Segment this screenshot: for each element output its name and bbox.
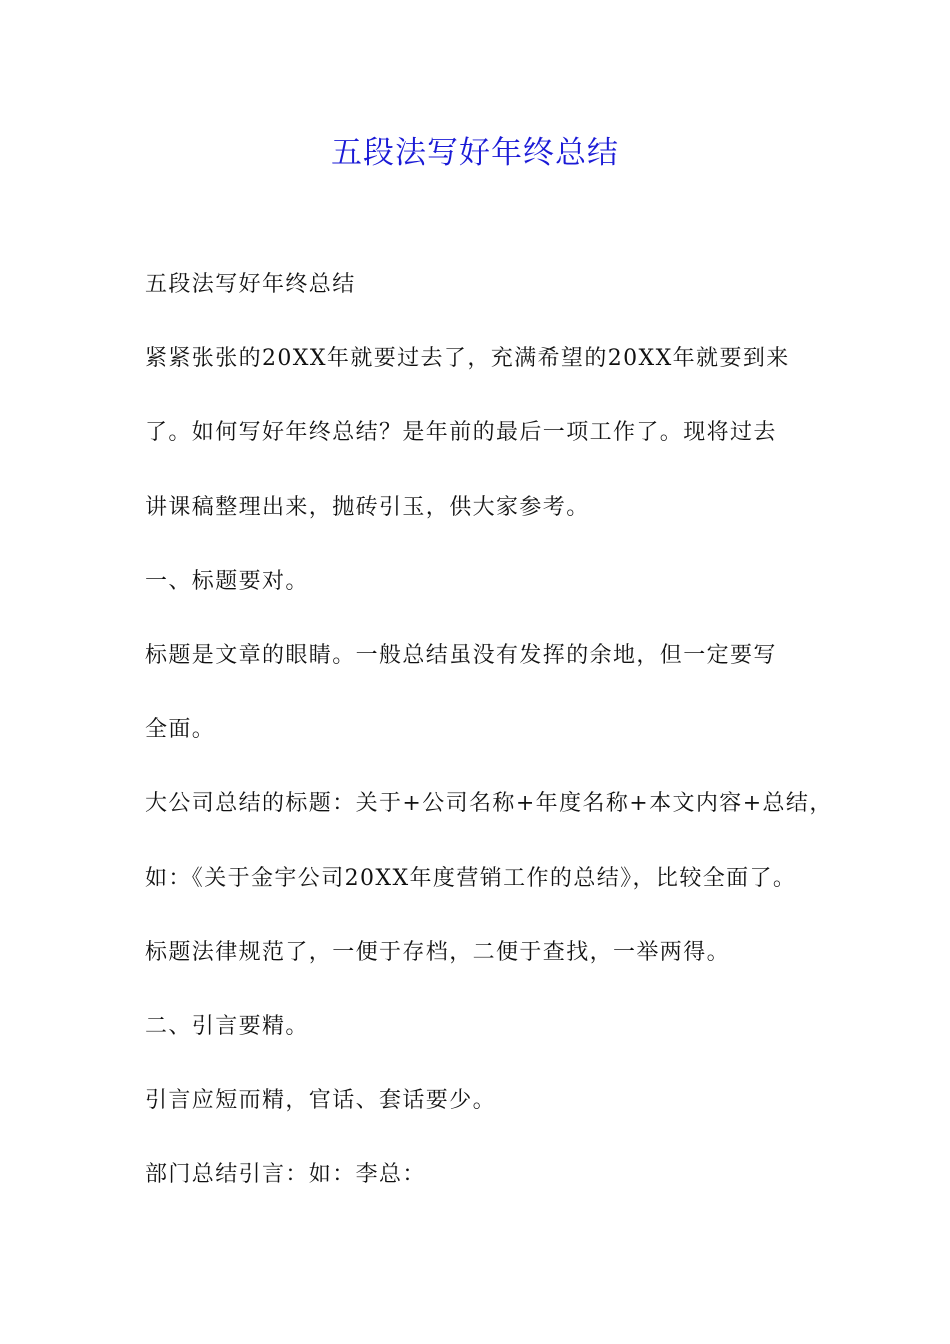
body-line: 标题法律规范了，一便于存档，二便于查找，一举两得。: [145, 939, 731, 965]
document-title: 五段法写好年终总结: [331, 135, 619, 171]
section-heading: 一、标题要对。: [145, 568, 309, 594]
body-line: 讲课稿整理出来，抛砖引玉，供大家参考。: [145, 494, 590, 520]
body-line: 大公司总结的标题：关于+公司名称+年度名称+本文内容+总结，: [145, 791, 833, 817]
body-line: 引言应短而精，官话、套话要少。: [145, 1088, 497, 1114]
body-line: 部门总结引言：如：李总：: [145, 1162, 426, 1188]
body-line: 如：《关于金宇公司20XX年度营销工作的总结》，比较全面了。: [145, 865, 797, 891]
document-body: [145, 262, 835, 1226]
body-subtitle: 五段法写好年终总结: [145, 272, 356, 297]
body-line: 了。如何写好年终总结？是年前的最后一项工作了。现将过去: [145, 420, 777, 446]
body-line: 标题是文章的眼睛。一般总结虽没有发挥的余地，但一定要写: [145, 642, 777, 668]
section-heading: 二、引言要精。: [145, 1013, 309, 1039]
body-line: 紧紧张张的20XX年就要过去了，充满希望的20XX年就要到来: [145, 346, 790, 372]
body-line: 全面。: [145, 717, 216, 743]
